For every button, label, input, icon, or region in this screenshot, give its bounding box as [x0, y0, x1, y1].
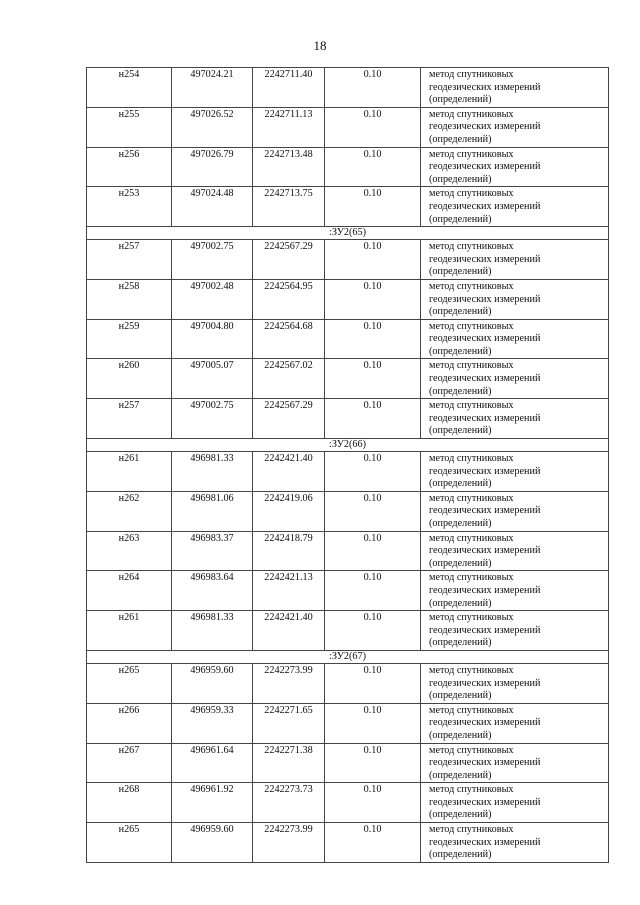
point-name-cell: н254: [87, 68, 172, 108]
point-name-cell: н261: [87, 611, 172, 651]
method-line: геодезических измерений: [429, 796, 541, 808]
point-name-cell: н265: [87, 823, 172, 863]
point-name-cell: н260: [87, 359, 172, 399]
table-row: [87, 147, 609, 187]
section-header: :ЗУ2(65): [87, 227, 609, 240]
method-line: (определений): [429, 213, 492, 225]
method-cell: [421, 571, 609, 611]
method-line: геодезических измерений: [429, 253, 541, 265]
point-name-cell: н253: [87, 187, 172, 227]
x-coordinate-cell: 497024.48: [172, 187, 253, 227]
method-cell: [421, 279, 609, 319]
method-line: метод спутниковых: [429, 360, 514, 372]
table-row: [87, 703, 609, 743]
y-coordinate-cell: 2242567.29: [253, 240, 325, 280]
y-coordinate-cell: 2242564.95: [253, 279, 325, 319]
y-coordinate-cell: 2242421.40: [253, 452, 325, 492]
section-header-row: [87, 439, 609, 452]
accuracy-cell: 0.10: [325, 147, 421, 187]
accuracy-cell: 0.10: [325, 187, 421, 227]
method-line: геодезических измерений: [429, 465, 541, 477]
y-coordinate-cell: 2242713.48: [253, 147, 325, 187]
accuracy-cell: 0.10: [325, 571, 421, 611]
accuracy-cell: 0.10: [325, 743, 421, 783]
method-cell: [421, 68, 609, 108]
table-row: [87, 359, 609, 399]
method-line: метод спутниковых: [429, 744, 514, 756]
x-coordinate-cell: 496961.64: [172, 743, 253, 783]
method-line: метод спутниковых: [429, 108, 514, 120]
method-line: геодезических измерений: [429, 584, 541, 596]
method-line: (определений): [429, 266, 492, 278]
y-coordinate-cell: 2242567.02: [253, 359, 325, 399]
x-coordinate-cell: 496981.33: [172, 611, 253, 651]
accuracy-cell: 0.10: [325, 68, 421, 108]
y-coordinate-cell: 2242419.06: [253, 491, 325, 531]
method-line: метод спутниковых: [429, 784, 514, 796]
method-line: (определений): [429, 557, 492, 569]
method-cell: [421, 359, 609, 399]
method-line: метод спутниковых: [429, 400, 514, 412]
method-line: геодезических измерений: [429, 624, 541, 636]
accuracy-cell: 0.10: [325, 399, 421, 439]
method-line: (определений): [429, 729, 492, 741]
method-line: метод спутниковых: [429, 320, 514, 332]
accuracy-cell: 0.10: [325, 107, 421, 147]
method-line: геодезических измерений: [429, 200, 541, 212]
method-line: (определений): [429, 597, 492, 609]
method-cell: [421, 319, 609, 359]
table-row: [87, 399, 609, 439]
method-line: (определений): [429, 478, 492, 490]
table-row: [87, 279, 609, 319]
point-name-cell: н268: [87, 783, 172, 823]
table-row: [87, 571, 609, 611]
y-coordinate-cell: 2242271.38: [253, 743, 325, 783]
point-name-cell: н262: [87, 491, 172, 531]
method-line: (определений): [429, 173, 492, 185]
table-row: [87, 531, 609, 571]
method-line: метод спутниковых: [429, 188, 514, 200]
table-row: [87, 107, 609, 147]
accuracy-cell: 0.10: [325, 279, 421, 319]
method-line: (определений): [429, 518, 492, 529]
method-cell: [421, 187, 609, 227]
coordinates-table-body: [87, 68, 609, 863]
method-line: геодезических измерений: [429, 81, 541, 93]
x-coordinate-cell: 496959.60: [172, 823, 253, 863]
method-line: метод спутниковых: [429, 241, 514, 253]
point-name-cell: н264: [87, 571, 172, 611]
table-row: [87, 491, 609, 531]
method-line: метод спутниковых: [429, 824, 514, 836]
x-coordinate-cell: 496983.64: [172, 571, 253, 611]
method-line: (определений): [429, 425, 492, 437]
x-coordinate-cell: 497026.79: [172, 147, 253, 187]
method-line: (определений): [429, 769, 492, 781]
method-line: метод спутниковых: [429, 492, 514, 504]
method-cell: [421, 531, 609, 571]
table-row: [87, 743, 609, 783]
y-coordinate-cell: 2242564.68: [253, 319, 325, 359]
table-row: [87, 319, 609, 359]
method-line: метод спутниковых: [429, 664, 514, 676]
table-row: [87, 187, 609, 227]
x-coordinate-cell: 496983.37: [172, 531, 253, 571]
point-name-cell: н267: [87, 743, 172, 783]
point-name-cell: н266: [87, 703, 172, 743]
x-coordinate-cell: 497004.80: [172, 319, 253, 359]
y-coordinate-cell: 2242713.75: [253, 187, 325, 227]
x-coordinate-cell: 496959.60: [172, 663, 253, 703]
method-cell: [421, 399, 609, 439]
point-name-cell: н258: [87, 279, 172, 319]
method-line: метод спутниковых: [429, 532, 514, 544]
accuracy-cell: 0.10: [325, 491, 421, 531]
x-coordinate-cell: 497002.48: [172, 279, 253, 319]
table-row: [87, 783, 609, 823]
y-coordinate-cell: 2242711.13: [253, 107, 325, 147]
method-line: (определений): [429, 690, 492, 702]
x-coordinate-cell: 497005.07: [172, 359, 253, 399]
method-line: геодезических измерений: [429, 161, 541, 173]
method-line: геодезических измерений: [429, 412, 541, 424]
x-coordinate-cell: 497002.75: [172, 399, 253, 439]
method-line: метод спутниковых: [429, 612, 514, 624]
method-line: геодезических измерений: [429, 677, 541, 689]
method-line: геодезических измерений: [429, 121, 541, 133]
y-coordinate-cell: 2242421.13: [253, 571, 325, 611]
method-line: метод спутниковых: [429, 69, 514, 80]
method-line: геодезических измерений: [429, 836, 541, 848]
table-row: [87, 823, 609, 863]
method-line: метод спутниковых: [429, 280, 514, 292]
method-line: геодезических измерений: [429, 333, 541, 345]
method-line: (определений): [429, 94, 492, 106]
x-coordinate-cell: 496959.33: [172, 703, 253, 743]
method-cell: [421, 147, 609, 187]
point-name-cell: н259: [87, 319, 172, 359]
accuracy-cell: 0.10: [325, 359, 421, 399]
point-name-cell: н257: [87, 240, 172, 280]
accuracy-cell: 0.10: [325, 452, 421, 492]
point-name-cell: н257: [87, 399, 172, 439]
method-cell: [421, 452, 609, 492]
y-coordinate-cell: 2242273.99: [253, 823, 325, 863]
accuracy-cell: 0.10: [325, 783, 421, 823]
table-row: [87, 611, 609, 651]
x-coordinate-cell: 497024.21: [172, 68, 253, 108]
method-cell: [421, 743, 609, 783]
y-coordinate-cell: 2242567.29: [253, 399, 325, 439]
method-line: (определений): [429, 809, 492, 821]
method-cell: [421, 107, 609, 147]
section-header-row: [87, 227, 609, 240]
section-header-row: [87, 650, 609, 663]
table-row: [87, 68, 609, 108]
method-line: (определений): [429, 385, 492, 397]
accuracy-cell: 0.10: [325, 611, 421, 651]
method-cell: [421, 823, 609, 863]
y-coordinate-cell: 2242273.73: [253, 783, 325, 823]
point-name-cell: н255: [87, 107, 172, 147]
coordinates-table: [86, 67, 609, 863]
x-coordinate-cell: 497026.52: [172, 107, 253, 147]
x-coordinate-cell: 496981.33: [172, 452, 253, 492]
method-line: геодезических измерений: [429, 373, 541, 385]
method-line: (определений): [429, 306, 492, 318]
method-cell: [421, 783, 609, 823]
y-coordinate-cell: 2242273.99: [253, 663, 325, 703]
y-coordinate-cell: 2242271.65: [253, 703, 325, 743]
method-cell: [421, 240, 609, 280]
table-row: [87, 663, 609, 703]
y-coordinate-cell: 2242418.79: [253, 531, 325, 571]
x-coordinate-cell: 497002.75: [172, 240, 253, 280]
method-cell: [421, 703, 609, 743]
method-line: геодезических измерений: [429, 293, 541, 305]
y-coordinate-cell: 2242711.40: [253, 68, 325, 108]
method-line: геодезических измерений: [429, 717, 541, 729]
point-name-cell: н261: [87, 452, 172, 492]
table-row: [87, 240, 609, 280]
accuracy-cell: 0.10: [325, 663, 421, 703]
method-line: (определений): [429, 345, 492, 357]
accuracy-cell: 0.10: [325, 531, 421, 571]
method-cell: [421, 491, 609, 531]
accuracy-cell: 0.10: [325, 703, 421, 743]
method-cell: [421, 663, 609, 703]
y-coordinate-cell: 2242421.40: [253, 611, 325, 651]
table-row: [87, 452, 609, 492]
section-header: :ЗУ2(66): [87, 439, 609, 452]
accuracy-cell: 0.10: [325, 823, 421, 863]
point-name-cell: н263: [87, 531, 172, 571]
method-line: метод спутниковых: [429, 148, 514, 160]
method-line: (определений): [429, 133, 492, 145]
method-line: метод спутниковых: [429, 572, 514, 584]
method-line: (определений): [429, 849, 492, 861]
method-line: метод спутниковых: [429, 704, 514, 716]
point-name-cell: н265: [87, 663, 172, 703]
point-name-cell: н256: [87, 147, 172, 187]
page-number: 18: [313, 38, 327, 53]
accuracy-cell: 0.10: [325, 240, 421, 280]
section-header: :ЗУ2(67): [87, 650, 609, 663]
method-line: геодезических измерений: [429, 505, 541, 517]
method-line: (определений): [429, 637, 492, 649]
method-line: геодезических измерений: [429, 757, 541, 769]
method-line: метод спутниковых: [429, 453, 514, 465]
accuracy-cell: 0.10: [325, 319, 421, 359]
method-cell: [421, 611, 609, 651]
x-coordinate-cell: 496961.92: [172, 783, 253, 823]
method-line: геодезических измерений: [429, 545, 541, 557]
x-coordinate-cell: 496981.06: [172, 491, 253, 531]
